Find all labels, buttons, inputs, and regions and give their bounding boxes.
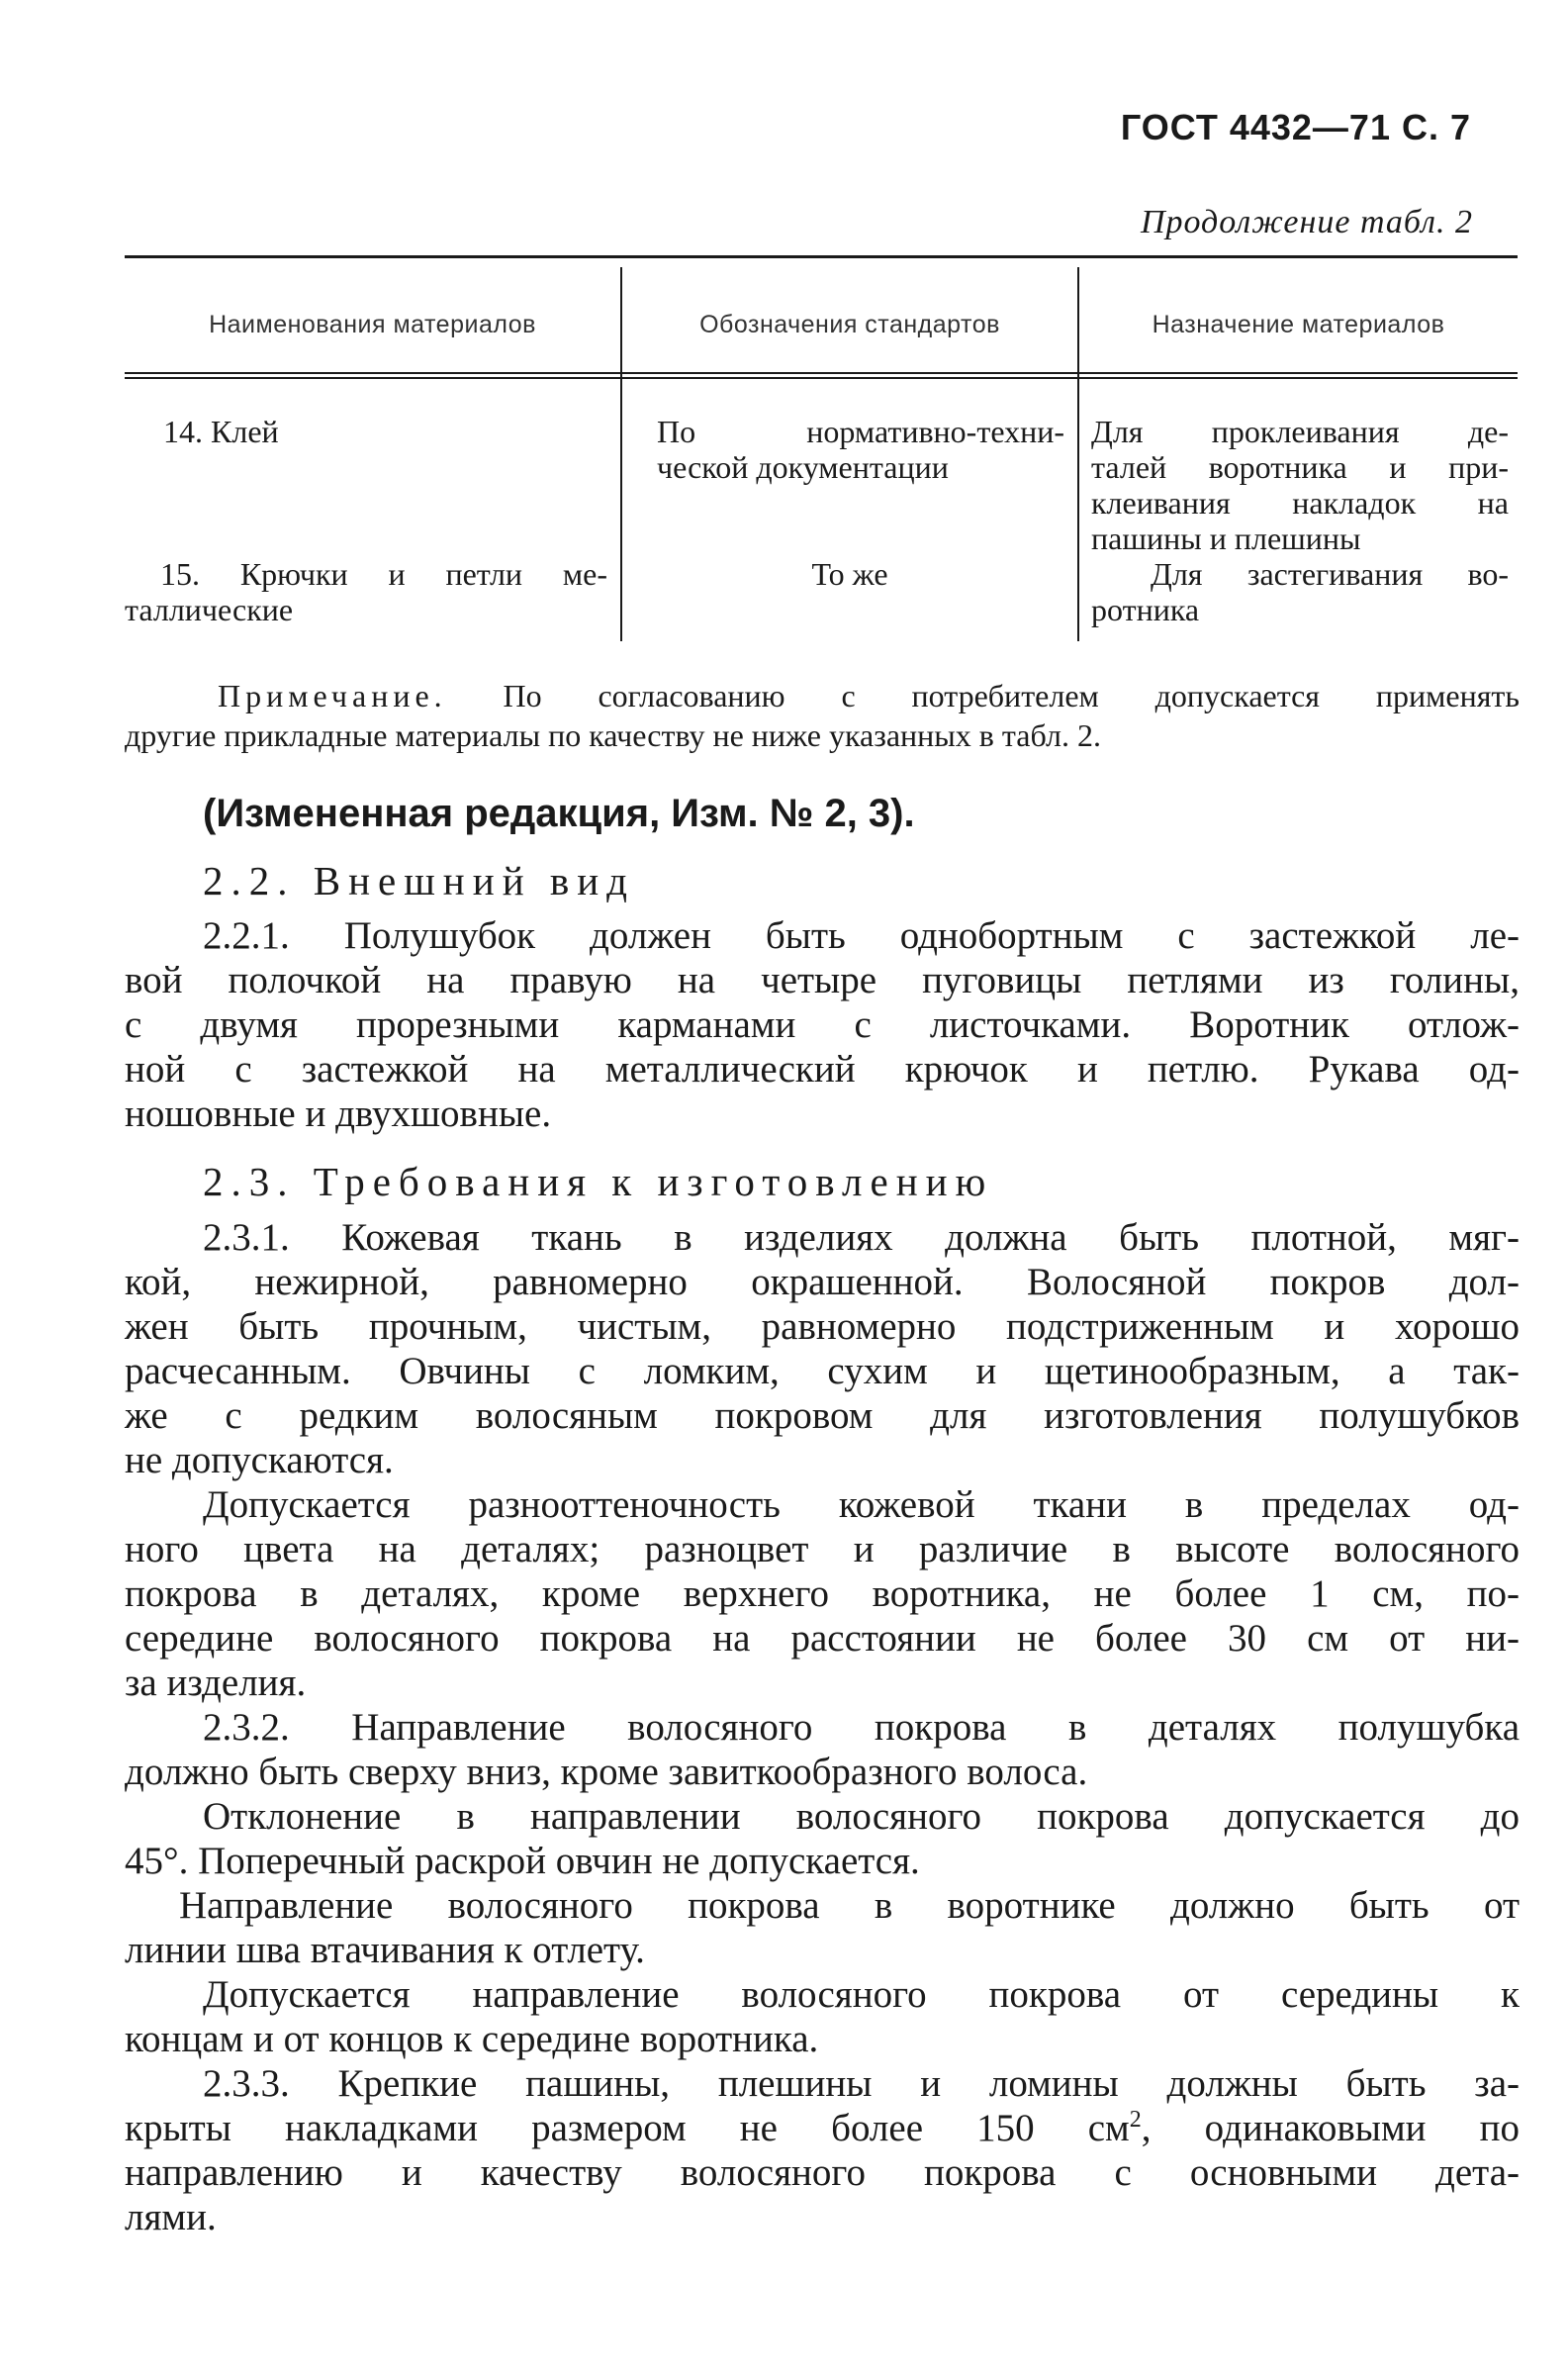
- note-line-2: другие прикладные материалы по качеству не ниже указанных в табл. 2.: [125, 717, 1101, 753]
- amendment-note: (Измененная редакция, Изм. № 2, 3).: [203, 792, 915, 835]
- paragraph-line: Допускается направление волосяного покрова от середины к: [203, 1973, 1520, 2016]
- column-header-standard: Обозначения стандартов: [699, 311, 1000, 338]
- paragraph-line: 2.3.3. Крепкие пашины, плешины и ломины должны быть за-: [203, 2062, 1520, 2105]
- cell-line: таллические: [125, 592, 294, 627]
- paragraph-line: покрова в деталях, кроме верхнего воротника, не более 1 см, по-: [125, 1572, 1520, 1615]
- paragraph-line: Направление волосяного покрова в воротнике должно быть от: [179, 1884, 1520, 1927]
- paragraph-2-3-2-collar: [125, 1883, 1520, 1972]
- table-top-rule: [125, 255, 1518, 258]
- paragraph-2-2-1: [125, 913, 1520, 1136]
- document-reference: ГОСТ 4432—71 С. 7: [1120, 107, 1471, 147]
- paragraph-2-3-1: [125, 1215, 1520, 1482]
- paragraph-line: расчесанным. Овчины с ломким, сухим и щетинообразным, а так-: [125, 1350, 1520, 1392]
- cell-line: клеивания накладок на: [1091, 485, 1509, 521]
- column-header-name: Наименования материалов: [209, 311, 536, 338]
- paragraph-line: ношовные и двухшовные.: [125, 1092, 552, 1135]
- table-cell-name-15: [125, 556, 607, 627]
- paragraph-line: 45°. Поперечный раскрой овчин не допускается.: [125, 1840, 920, 1882]
- cell-line: пашины и плешины: [1091, 521, 1361, 556]
- cell-line: Для застегивания во-: [1151, 556, 1509, 592]
- paragraph-line: ного цвета на деталях; разноцвет и различие в высоте волосяного: [125, 1528, 1520, 1570]
- section-heading-2-3: 2.3. Требования к изготовлению: [203, 1159, 994, 1204]
- note-line-1: [125, 676, 1520, 715]
- cell-line: талей воротника и при-: [1091, 449, 1509, 485]
- paragraph-line: должно быть сверху вниз, кроме завиткообразного волоса.: [125, 1751, 1088, 1793]
- section-heading-2-2: 2.2. Внешний вид: [203, 858, 636, 903]
- paragraph-line: концам и от концов к середине воротника.: [125, 2018, 819, 2060]
- paragraph-line: [125, 2106, 1520, 2150]
- paragraph-line: ной с застежкой на металлический крючок и петлю. Рукава од-: [125, 1048, 1520, 1091]
- cell-line: 15. Крючки и петли ме-: [160, 556, 607, 592]
- cell-line: 14. Клей: [163, 414, 279, 449]
- cell-line: ческой документации: [657, 449, 949, 485]
- paragraph-2-3-2-direction: [125, 1972, 1520, 2061]
- materials-table: [125, 255, 1518, 645]
- note-label: Примечание.: [218, 678, 447, 713]
- paragraph-line: лями.: [125, 2196, 217, 2238]
- cell-line: ротника: [1091, 592, 1200, 627]
- paragraph-line: Отклонение в направлении волосяного покрова допускается до: [203, 1795, 1520, 1838]
- column-header-purpose: Назначение материалов: [1152, 311, 1445, 338]
- table-cell-standard-14: [657, 414, 1064, 485]
- note-text: По согласованию с потребителем допускается применять: [503, 678, 1521, 713]
- table-cell-purpose-15: [1091, 556, 1509, 627]
- paragraph-line: 2.3.1. Кожевая ткань в изделиях должна быть плотной, мяг-: [203, 1216, 1520, 1259]
- paragraph-line: вой полочкой на правую на четыре пуговицы петлями из голины,: [125, 959, 1520, 1001]
- paragraph-2-3-2: [125, 1705, 1520, 1794]
- paragraph-2-3-2-deviation: [125, 1794, 1520, 1883]
- paragraph-line: Допускается разнооттеночность кожевой ткани в пределах од-: [203, 1483, 1520, 1526]
- paragraph-line: не допускаются.: [125, 1439, 394, 1481]
- superscript: 2: [1129, 2107, 1142, 2133]
- cell-line: То же: [811, 556, 888, 592]
- cell-line: Для проклеивания де-: [1091, 414, 1509, 449]
- paragraph-fragment: крыты накладками размером не более 150 см: [125, 2107, 1130, 2149]
- cell-line: По нормативно-техни-: [657, 414, 1064, 449]
- paragraph-line: же с редким волосяным покровом для изготовления полушубков: [125, 1394, 1520, 1437]
- paragraph-2-3-3: [125, 2061, 1520, 2239]
- paragraph-line: 2.3.2. Направление волосяного покрова в деталях полушубка: [203, 1706, 1520, 1749]
- table-cell-purpose-14: [1091, 414, 1509, 556]
- table-note: [125, 676, 1520, 755]
- paragraph-line: середине волосяного покрова на расстоянии не более 30 см от ни-: [125, 1617, 1520, 1660]
- table-cell-standard-15: [622, 556, 1077, 592]
- table-header-rule-2: [125, 377, 1518, 379]
- paragraph-line: за изделия.: [125, 1662, 307, 1704]
- paragraph-line: жен быть прочным, чистым, равномерно подстриженным и хорошо: [125, 1305, 1520, 1348]
- paragraph-fragment: , одинаковыми по: [1141, 2107, 1520, 2149]
- paragraph-line: 2.2.1. Полушубок должен быть однобортным с застежкой ле-: [203, 914, 1520, 957]
- paragraph-line: кой, нежирной, равномерно окрашенной. Волосяной покров дол-: [125, 1261, 1520, 1303]
- paragraph-line: с двумя прорезными карманами с листочками. Воротник отлож-: [125, 1003, 1520, 1046]
- paragraph-line: линии шва втачивания к отлету.: [125, 1929, 645, 1971]
- table-header-rule-1: [125, 372, 1518, 374]
- table-continuation-label: Продолжение табл. 2: [1140, 204, 1473, 240]
- paragraph-2-3-1-cont: [125, 1482, 1520, 1705]
- paragraph-line: направлению и качеству волосяного покрова с основными дета-: [125, 2151, 1520, 2194]
- table-cell-name-14: [163, 414, 279, 449]
